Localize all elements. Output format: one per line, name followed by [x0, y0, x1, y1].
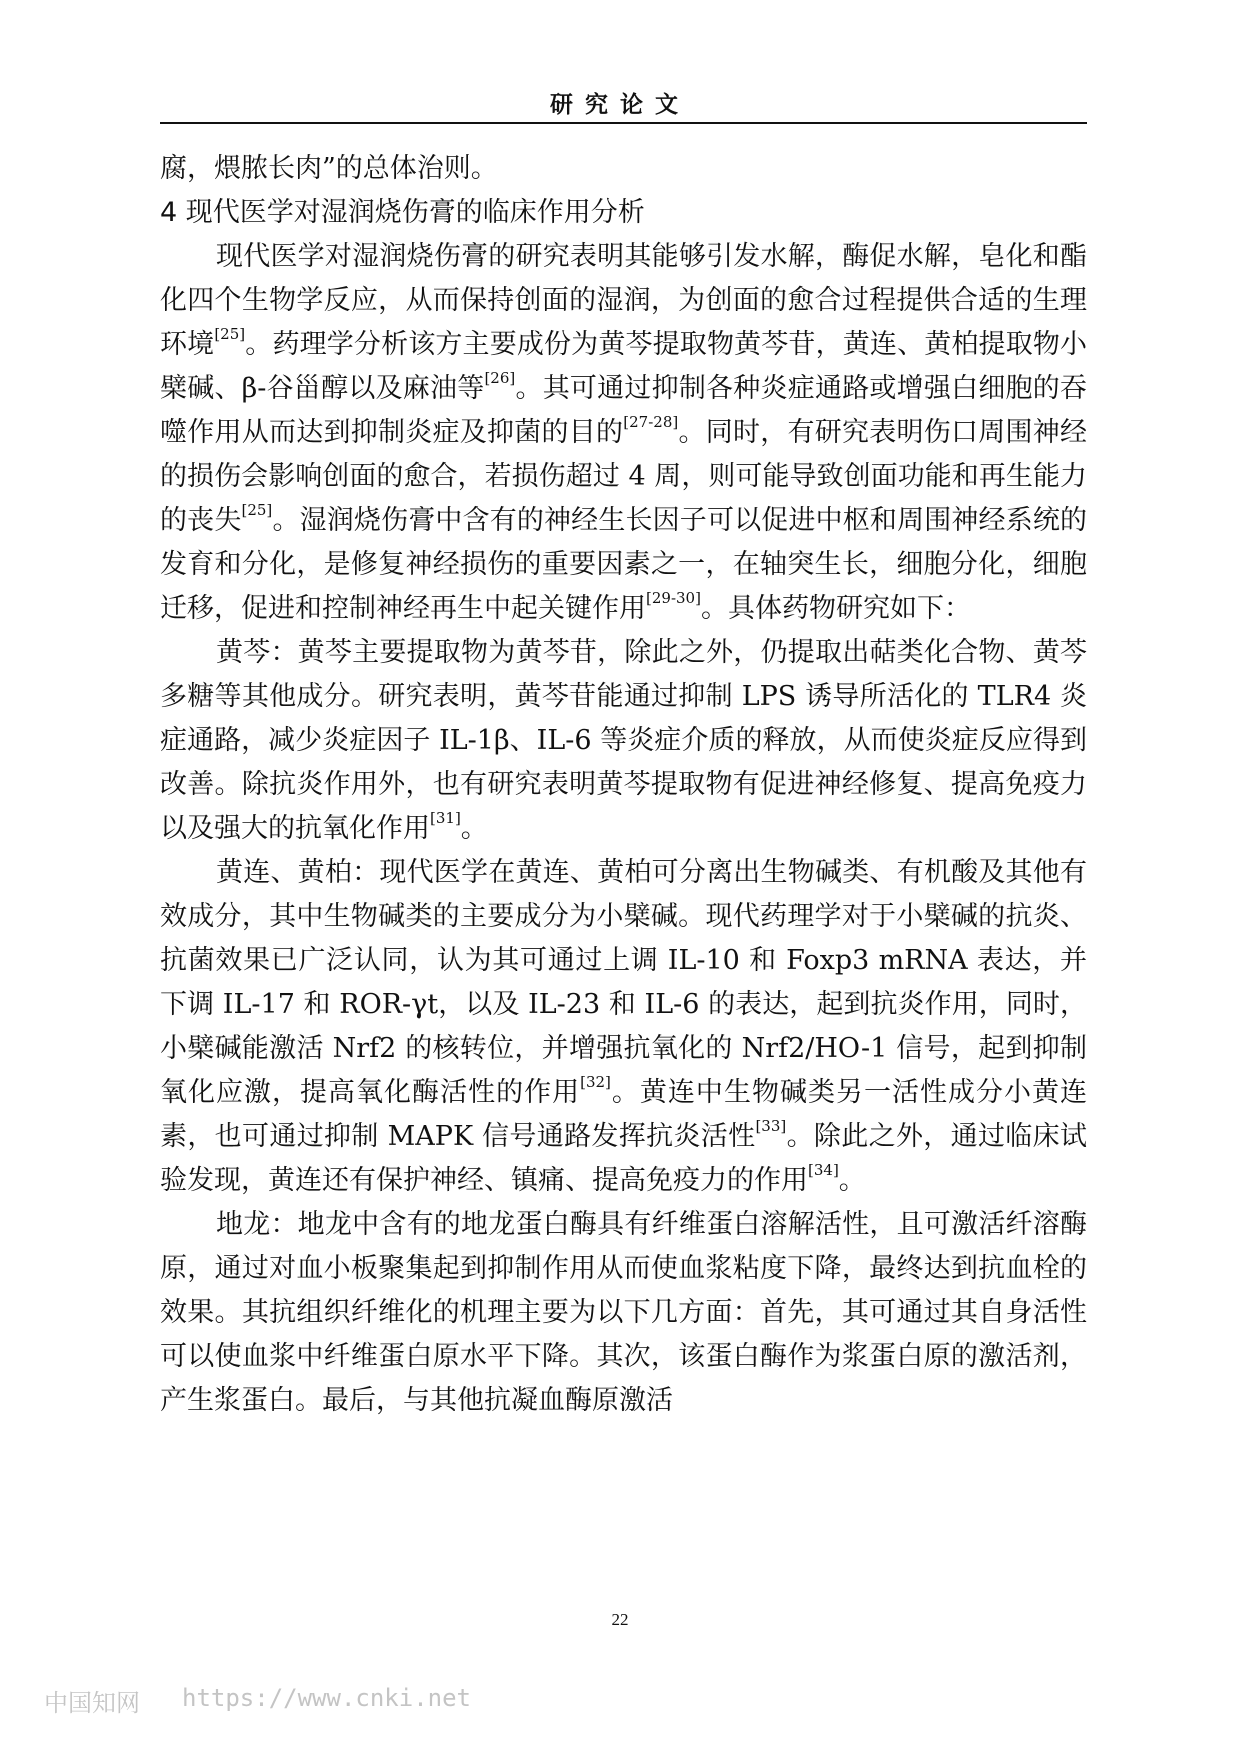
text-run: 。同时，有研究表明伤口周围神经的损伤会影响创面的愈合，若损伤超过 4 周，则可能导致创面功能和再生能力的丧失: [160, 417, 1088, 536]
citation-ref: [25]: [241, 501, 273, 519]
text-run: 。其可通过抑制各种炎症通路或增强白细胞的吞噬作用从而达到抑制炎症及抑菌的目的: [160, 373, 1088, 448]
citation-ref: [31]: [430, 809, 461, 827]
watermark-logo-text: 中国知网: [44, 1689, 140, 1717]
text-run: 。湿润烧伤膏中含有的神经生长因子可以促进中枢和周围神经系统的发育和分化，是修复神经损伤的重要因素之一，在轴突生长，细胞分化，细胞迁移，促进和控制神经再生中起关键作用: [160, 505, 1088, 624]
text-run: 4 现代医学对湿润烧伤膏的临床作用分析: [160, 197, 645, 228]
text-run: 。具体药物研究如下：: [700, 593, 971, 624]
citation-ref: [25]: [214, 325, 246, 343]
paragraph-huanglian-huangbai: [160, 851, 1087, 1203]
body-text: [160, 147, 1087, 1423]
text-run: 地龙：地龙中含有的地龙蛋白酶具有纤维蛋白溶解活性，且可激活纤溶酶原，通过对血小板聚集起到抑制作用从而使血浆粘度下降，最终达到抗血栓的效果。其抗组织纤维化的机理主要为以下几方面：首先，其可通过其自身活性可以使血浆中纤维蛋白原水平下降。其次，该蛋白酶作为浆蛋白原的激活剂，产生浆蛋白。最后，与其他抗凝血酶原激活: [160, 1209, 1087, 1416]
citation-ref: [33]: [755, 1117, 787, 1135]
paragraph-intro: [160, 235, 1087, 631]
section-heading: [160, 191, 1087, 235]
text-run: 。药理学分析该方主要成份为黄芩提取物黄芩苷，黄连、黄柏提取物小檗碱、β-谷甾醇以及麻油等: [160, 329, 1088, 404]
text-run: 。: [460, 813, 488, 844]
citation-ref: [29-30]: [646, 589, 701, 607]
text-run: 腐，煨脓长肉”的总体治则。: [160, 153, 498, 184]
paragraph-continuation: [160, 147, 1087, 191]
paragraph-dilong: [160, 1203, 1087, 1423]
citation-ref: [26]: [484, 369, 516, 387]
text-run: 。: [838, 1165, 866, 1196]
text-run: 。除此之外，通过临床试验发现，黄连还有保护神经、镇痛、提高免疫力的作用: [160, 1121, 1087, 1196]
text-run: 黄连、黄柏：现代医学在黄连、黄柏可分离出生物碱类、有机酸及其他有效成分，其中生物碱类的主要成分为小檗碱。现代药理学对于小檗碱的抗炎、抗菌效果已广泛认同，认为其可通过上调 IL-10 和 Foxp3 mRNA 表达，并下调 IL-17 和 ROR-γt，以及 IL-23 和 IL-6 的表达，起到抗炎作用，同时，小檗碱能激活 Nrf2 的核转位，并增强抗氧化的 Nrf2/HO-1 信号，起到抑制氧化应激，提高氧化酶活性的作用: [160, 857, 1087, 1108]
watermark-url: https://www.cnki.net: [182, 1684, 471, 1712]
citation-ref: [27-28]: [623, 413, 679, 431]
citation-ref: [34]: [808, 1161, 839, 1179]
text-run: 。黄连中生物碱类另一活性成分小黄连素，也可通过抑制 MAPK 信号通路发挥抗炎活性: [160, 1077, 1088, 1152]
text-run: 现代医学对湿润烧伤膏的研究表明其能够引发水解，酶促水解，皂化和酯化四个生物学反应，从而保持创面的湿润，为创面的愈合过程提供合适的生理环境: [160, 241, 1087, 360]
running-header-title: 研究论文: [550, 92, 690, 118]
text-run: 黄芩：黄芩主要提取物为黄芩苷，除此之外，仍提取出萜类化合物、黄芩多糖等其他成分。研究表明，黄芩苷能通过抑制 LPS 诱导所活化的 TLR4 炎症通路，减少炎症因子 IL-1β、IL-6 等炎症介质的释放，从而使炎症反应得到改善。除抗炎作用外，也有研究表明黄芩提取物有促进神经修复、提高免疫力以及强大的抗氧化作用: [160, 637, 1087, 844]
paragraph-huangqin: [160, 631, 1087, 851]
page-number: 22: [611, 1610, 629, 1629]
citation-ref: [32]: [580, 1073, 611, 1091]
header-divider: [160, 122, 1087, 124]
